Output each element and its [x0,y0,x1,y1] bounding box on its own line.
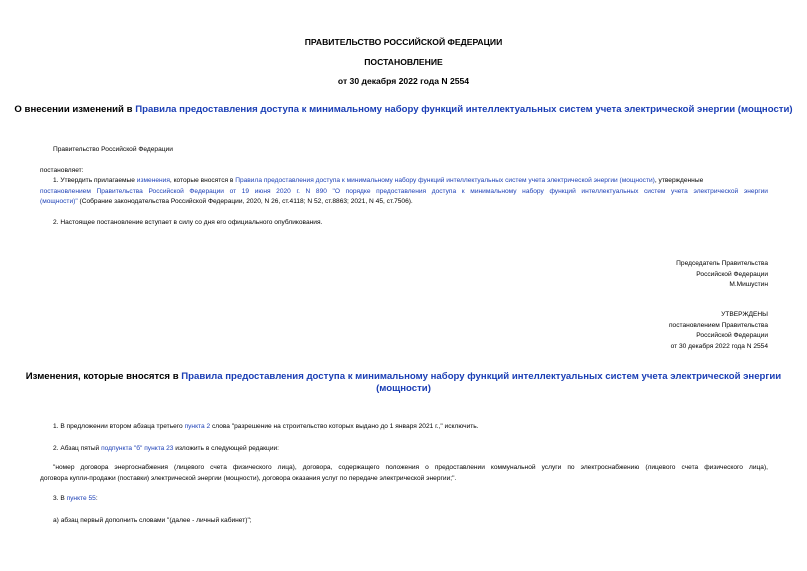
approved-date: от 30 декабря 2022 года N 2554 [670,342,768,350]
title-rules-link[interactable]: Правила предоставления доступа к минимальному набору функций интеллектуальных систем учета электрической энергии (мощности) [135,104,793,115]
item-2-text-a: 2. Абзац пятый [53,445,102,452]
signature-country: Российской Федерации [696,270,768,278]
intro-text: Правительство Российской Федерации [53,146,173,153]
changes-title-rules-link[interactable]: Правила предоставления доступа к минимальному набору функций интеллектуальных систем учета электрической энергии [181,371,782,382]
approved-country: Российской Федерации [696,332,768,340]
item-3-text-b: : [95,495,98,502]
quote-line-1: "номер договора энергоснабжения (лицевого счета физического лица), договора, содержащего положения о предоставлении коммунальной услуги по электроснабжению (лицевого счета физического лица), [53,464,768,471]
change-item-2-quote [40,463,768,484]
p1-text-a: 1. Утвердить прилагаемые [53,177,137,184]
p1-text-b: , которые вносятся в [169,177,236,184]
changes-title-rules-link-end[interactable]: (мощности) [376,383,431,394]
approved-label: УТВЕРЖДЕНЫ [721,311,768,318]
subpoint-23b-link[interactable]: подпункта "б" пункта 23 [101,445,174,452]
paragraph-1 [40,176,768,208]
point-55-link[interactable]: пункте 55 [66,495,96,502]
item-3-text-a: 3. В [53,495,67,502]
signature-position: Председатель Правительства [676,260,768,267]
change-item-3a: а) абзац первый дополнить словами "(далее - личный кабинет)"; [53,517,252,524]
document-title [0,104,807,115]
p1-text-d: (Собрание законодательства Российской Федерации, 2020, N 26, ст.4118; N 52, ст.8863; 2021, N 45, ст.7506). [77,198,413,206]
quote-line-2: договора купли-продажи (поставки) электрической энергии (мощности), договора оказания услуг по передаче электрической энергии;". [40,474,457,482]
paragraph-1-line-1 [40,176,768,187]
changes-title [0,371,807,395]
change-item-1 [53,422,479,433]
paragraph-1-line-3 [40,197,768,208]
change-item-3 [53,494,98,505]
approved-block [669,310,768,352]
signature-block [676,259,768,291]
changes-title-line-2 [0,383,807,395]
document-type: ПОСТАНОВЛЕНИЕ [364,57,443,67]
changes-title-line-1 [0,371,807,383]
item-1-text-a: 1. В предложении втором абзаца третьего [53,423,185,430]
paragraph-1-line-2 [40,187,768,198]
p1-text-c: , утвержденные [654,177,704,184]
decides-text: постановляет: [40,167,84,174]
government-heading: ПРАВИТЕЛЬСТВО РОССИЙСКОЙ ФЕДЕРАЦИИ [304,37,503,47]
changes-link[interactable]: изменения [136,177,170,184]
title-prefix: О внесении изменений в [14,104,136,115]
rules-link[interactable]: Правила предоставления доступа к минимальному набору функций интеллектуальных систем учета электрической энергии (мощности) [235,177,655,184]
resolution-890-link[interactable]: постановлением Правительства Российской Федерации от 19 июня 2020 г. N 890 "О порядке предоставления доступа к минимальному набору функций интеллектуальных систем учета электрической энергии [40,187,768,195]
approved-by: постановлением Правительства [668,321,768,329]
item-2-text-b: изложить в следующей редакции: [173,445,280,452]
document-date: от 30 декабря 2022 года N 2554 [337,76,470,86]
signature-name: М.Мишустин [729,281,768,289]
item-1-text-b: слова "разрешение на строительство которых выдано до 1 января 2021 г.," исключить. [210,423,479,430]
resolution-890-link-end[interactable]: (мощности)" [40,198,78,206]
changes-title-prefix: Изменения, которые вносятся в [25,371,182,382]
point-2-link[interactable]: пункта 2 [184,423,211,430]
paragraph-2: 2. Настоящее постановление вступает в силу со дня его официального опубликования. [53,219,323,226]
change-item-2 [53,444,279,455]
